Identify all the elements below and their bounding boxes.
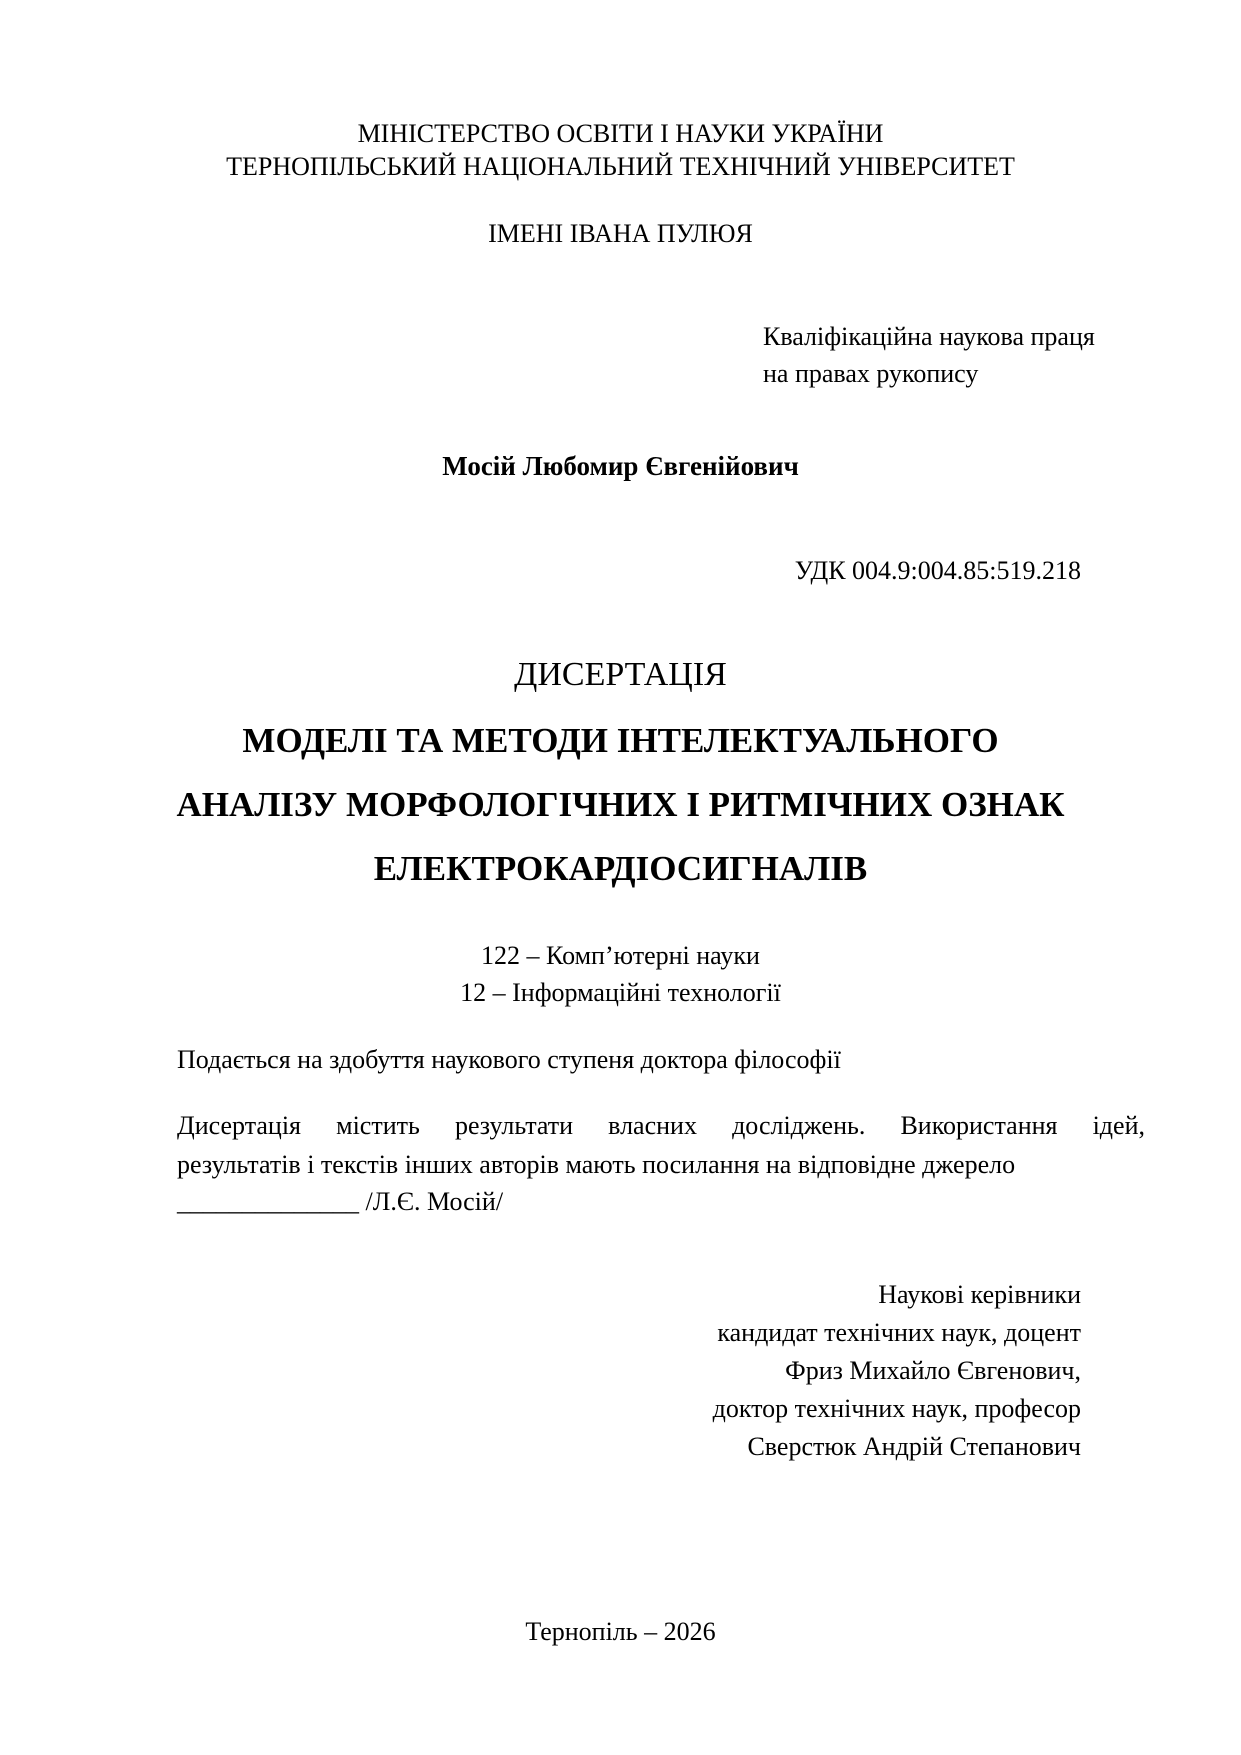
udc-code: УДК 004.9:004.85:519.218	[794, 556, 1081, 585]
supervisor-1-name: Фриз Михайло Євгенович,	[785, 1356, 1081, 1385]
degree-statement: Подається на здобуття наукового ступеня доктора філософії	[177, 1045, 841, 1074]
manuscript-note-line2: на правах рукопису	[763, 359, 979, 388]
supervisors-heading: Наукові керівники	[878, 1280, 1081, 1309]
title-line-1: МОДЕЛІ ТА МЕТОДИ ІНТЕЛЕКТУАЛЬНОГО	[242, 721, 999, 760]
specialty-line-1: 122 – Комп’ютерні науки	[481, 941, 760, 970]
city-year: Тернопіль – 2026	[525, 1617, 716, 1646]
title-line-3: ЕЛЕКТРОКАРДІОСИГНАЛІВ	[373, 849, 868, 888]
supervisor-1-title: кандидат технічних наук, доцент	[717, 1318, 1081, 1347]
signature-blank: ______________	[177, 1187, 359, 1216]
supervisor-2-name: Сверстюк Андрій Степанович	[747, 1432, 1081, 1461]
author-name: Мосій Любомир Євгенійович	[442, 451, 799, 481]
supervisor-2-title: доктор технічних наук, професор	[712, 1394, 1081, 1423]
specialty-line-2: 12 – Інформаційні технології	[460, 978, 781, 1007]
manuscript-note-line1: Кваліфікаційна наукова праця	[763, 322, 1095, 351]
title-line-2: АНАЛІЗУ МОРФОЛОГІЧНИХ І РИТМІЧНИХ ОЗНАК	[176, 785, 1065, 824]
ministry-name: МІНІСТЕРСТВО ОСВІТИ І НАУКИ УКРАЇНИ	[357, 119, 884, 148]
signature-name: /Л.Є. Мосій/	[365, 1187, 504, 1216]
university-named-after: ІМЕНІ ІВАНА ПУЛЮЯ	[488, 219, 753, 248]
university-name: ТЕРНОПІЛЬСЬКИЙ НАЦІОНАЛЬНИЙ ТЕХНІЧНИЙ УНІВЕРСИТЕТ	[226, 152, 1015, 181]
originality-line-2: результатів і текстів інших авторів мають посилання на відповідне джерело	[177, 1150, 1016, 1179]
signature-line	[177, 1185, 503, 1219]
document-type: ДИСЕРТАЦІЯ	[514, 656, 727, 693]
originality-line-1: Дисертація містить результати власних досліджень. Використання ідей,	[177, 1111, 1145, 1140]
